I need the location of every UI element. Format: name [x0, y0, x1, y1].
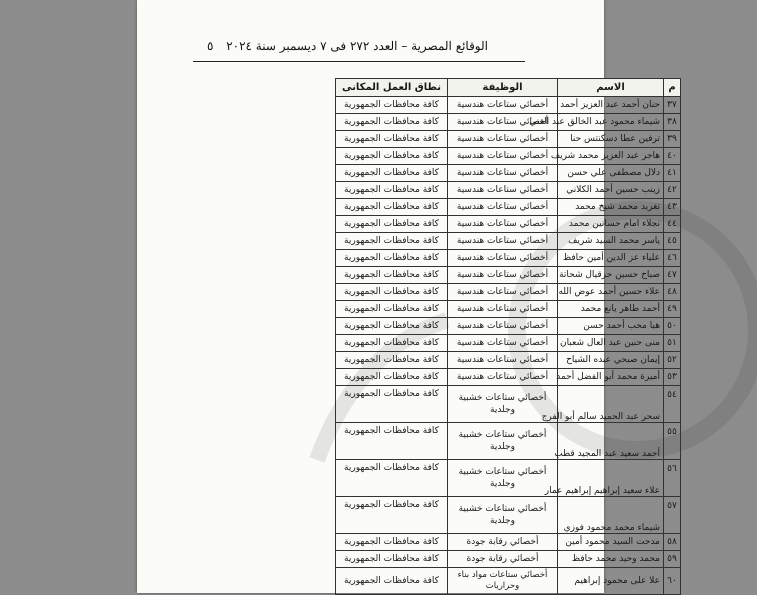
row-job: أخصائي ستاعات هندسية: [448, 97, 558, 114]
row-num: ٤٠: [664, 148, 681, 165]
table-row: [336, 250, 681, 267]
row-job: أخصائي ستاعات هندسية: [448, 114, 558, 131]
row-name: منى حنين عبد العال شعبان: [558, 335, 664, 352]
row-name: هاجر عبد العزيز محمد شريف: [558, 148, 664, 165]
row-scope: كافة محافظات الجمهورية: [336, 250, 448, 267]
table-row: [336, 216, 681, 233]
row-name: ترفين عطا دسكنتس حنا: [558, 131, 664, 148]
row-name: علياء عز الدين أمين حافظ: [558, 250, 664, 267]
table-row: [336, 460, 681, 497]
row-num: ٥١: [664, 335, 681, 352]
row-num: ٤٩: [664, 301, 681, 318]
row-num: ٦٠: [664, 568, 681, 595]
row-name: دلال مصطفى علي حسن: [558, 165, 664, 182]
table-row: [336, 182, 681, 199]
row-job: أخصائي ستاعات هندسية: [448, 216, 558, 233]
row-job: أخصائي ستاعات هندسية: [448, 165, 558, 182]
row-num: ٥٤: [664, 386, 681, 423]
row-num: ٥٣: [664, 369, 681, 386]
row-num: ٤١: [664, 165, 681, 182]
row-job: أخصائي ستاعات خشبية وجلدية: [448, 497, 558, 534]
row-num: ٣٩: [664, 131, 681, 148]
row-job: أخصائي ستاعات هندسية: [448, 267, 558, 284]
row-name: هبا محب أحمد حسن: [558, 318, 664, 335]
row-scope: كافة محافظات الجمهورية: [336, 423, 448, 460]
table-row: [336, 423, 681, 460]
table-row: [336, 199, 681, 216]
row-job: أخصائي ستاعات خشبية وجلدية: [448, 460, 558, 497]
row-job: أخصائي ستاعات هندسية: [448, 318, 558, 335]
table-row: [336, 318, 681, 335]
row-scope: كافة محافظات الجمهورية: [336, 386, 448, 423]
row-job: أخصائي ستاعات هندسية: [448, 148, 558, 165]
document-page: [137, 0, 677, 593]
row-name: علا على محمود إبراهيم: [558, 568, 664, 595]
row-scope: كافة محافظات الجمهورية: [336, 216, 448, 233]
table-row: [336, 386, 681, 423]
row-job: أخصائي ستاعات هندسية: [448, 233, 558, 250]
row-scope: كافة محافظات الجمهورية: [336, 114, 448, 131]
row-num: ٥٧: [664, 497, 681, 534]
row-name: ياسر محمد السيد شريف: [558, 233, 664, 250]
table-row: [336, 131, 681, 148]
table-row: [336, 97, 681, 114]
row-num: ٥٢: [664, 352, 681, 369]
table-row: [336, 148, 681, 165]
col-header-job: الوظيفة: [448, 79, 558, 97]
row-num: ٥٥: [664, 423, 681, 460]
row-scope: كافة محافظات الجمهورية: [336, 318, 448, 335]
row-name: حنان أحمد عبد العزيز أحمد: [558, 97, 664, 114]
row-scope: كافة محافظات الجمهورية: [336, 335, 448, 352]
row-scope: كافة محافظات الجمهورية: [336, 460, 448, 497]
row-scope: كافة محافظات الجمهورية: [336, 568, 448, 595]
table-row: [336, 568, 681, 595]
table-row: [336, 301, 681, 318]
row-scope: كافة محافظات الجمهورية: [336, 301, 448, 318]
col-header-num: م: [664, 79, 681, 97]
row-name: علاء سعيد إبراهيم إبراهيم عمار: [558, 460, 664, 497]
row-scope: كافة محافظات الجمهورية: [336, 199, 448, 216]
row-num: ٤٨: [664, 284, 681, 301]
row-name: زينب حسين أحمد الكلاني: [558, 182, 664, 199]
row-job: أخصائي ستاعات هندسية: [448, 301, 558, 318]
row-name: أميرة محمد أبو الفضل أحمد: [558, 369, 664, 386]
row-name: محمد وحيد محمد حافظ: [558, 551, 664, 568]
row-job: أخصائي ستاعات هندسية: [448, 352, 558, 369]
row-job: أخصائي رقابة جودة: [448, 551, 558, 568]
row-name: نجلاء امام حسانين محمد: [558, 216, 664, 233]
row-job: أخصائي ستاعات هندسية: [448, 131, 558, 148]
row-scope: كافة محافظات الجمهورية: [336, 352, 448, 369]
table-row: [336, 551, 681, 568]
employee-table: [335, 78, 681, 595]
table-row: [336, 165, 681, 182]
row-name: سحر عبد الحميد سالم أبو الفرج: [558, 386, 664, 423]
table-row: [336, 352, 681, 369]
page-header: [137, 36, 604, 60]
table-row: [336, 114, 681, 131]
row-name: تغريد محمد شيخ محمد: [558, 199, 664, 216]
row-job: أخصائي ستاعات خشبية وجلدية: [448, 386, 558, 423]
row-name: أحمد طاهر يانع محمد: [558, 301, 664, 318]
row-num: ٤٥: [664, 233, 681, 250]
row-job: أخصائي ستاعات مواد بناء وحراريات: [448, 568, 558, 595]
row-scope: كافة محافظات الجمهورية: [336, 369, 448, 386]
gazette-title: الوقائع المصرية – العدد ٢٧٢ فى ٧ ديسمبر سنة ٢٠٢٤: [226, 39, 488, 53]
row-scope: كافة محافظات الجمهورية: [336, 148, 448, 165]
row-num: ٥٦: [664, 460, 681, 497]
row-num: ٤٧: [664, 267, 681, 284]
row-num: ٥٩: [664, 551, 681, 568]
row-num: ٤٤: [664, 216, 681, 233]
row-scope: كافة محافظات الجمهورية: [336, 97, 448, 114]
row-name: إيمان صبحي عبده الشياح: [558, 352, 664, 369]
row-scope: كافة محافظات الجمهورية: [336, 182, 448, 199]
row-scope: كافة محافظات الجمهورية: [336, 233, 448, 250]
table-row: [336, 534, 681, 551]
row-scope: كافة محافظات الجمهورية: [336, 534, 448, 551]
row-scope: كافة محافظات الجمهورية: [336, 165, 448, 182]
row-job: أخصائي ستاعات هندسية: [448, 335, 558, 352]
row-num: ٣٨: [664, 114, 681, 131]
row-scope: كافة محافظات الجمهورية: [336, 551, 448, 568]
row-name: مدحت السيد محمود أمين: [558, 534, 664, 551]
row-name: صباح حسين حزقيال شحاتة: [558, 267, 664, 284]
table-row: [336, 233, 681, 250]
page-number: ٥: [207, 39, 214, 53]
row-name: شيماء محمد محمود فوزي: [558, 497, 664, 534]
row-job: أخصائي ستاعات هندسية: [448, 199, 558, 216]
row-scope: كافة محافظات الجمهورية: [336, 284, 448, 301]
table-header-row: [336, 79, 681, 97]
header-rule: [193, 61, 525, 62]
col-header-name: الاسم: [558, 79, 664, 97]
table-row: [336, 335, 681, 352]
row-scope: كافة محافظات الجمهورية: [336, 131, 448, 148]
row-num: ٥٠: [664, 318, 681, 335]
row-num: ٥٨: [664, 534, 681, 551]
table-row: [336, 497, 681, 534]
row-job: أخصائي ستاعات هندسية: [448, 182, 558, 199]
row-name: علاء حسين أحمد عوض الله: [558, 284, 664, 301]
row-job: أخصائي ستاعات هندسية: [448, 250, 558, 267]
row-job: أخصائي رقابة جودة: [448, 534, 558, 551]
table-row: [336, 284, 681, 301]
col-header-scope: نطاق العمل المكانى: [336, 79, 448, 97]
row-num: ٤٦: [664, 250, 681, 267]
row-num: ٤٣: [664, 199, 681, 216]
row-job: أخصائي ستاعات هندسية: [448, 284, 558, 301]
row-num: ٣٧: [664, 97, 681, 114]
row-name: أحمد سعيد عبد المجيد قطب: [558, 423, 664, 460]
table-row: [336, 369, 681, 386]
row-num: ٤٢: [664, 182, 681, 199]
row-name: شيماء محمود عبد الخالق عبد الغني: [558, 114, 664, 131]
row-scope: كافة محافظات الجمهورية: [336, 267, 448, 284]
table-row: [336, 267, 681, 284]
row-job: أخصائي ستاعات خشبية وجلدية: [448, 423, 558, 460]
row-job: أخصائي ستاعات هندسية: [448, 369, 558, 386]
row-scope: كافة محافظات الجمهورية: [336, 497, 448, 534]
